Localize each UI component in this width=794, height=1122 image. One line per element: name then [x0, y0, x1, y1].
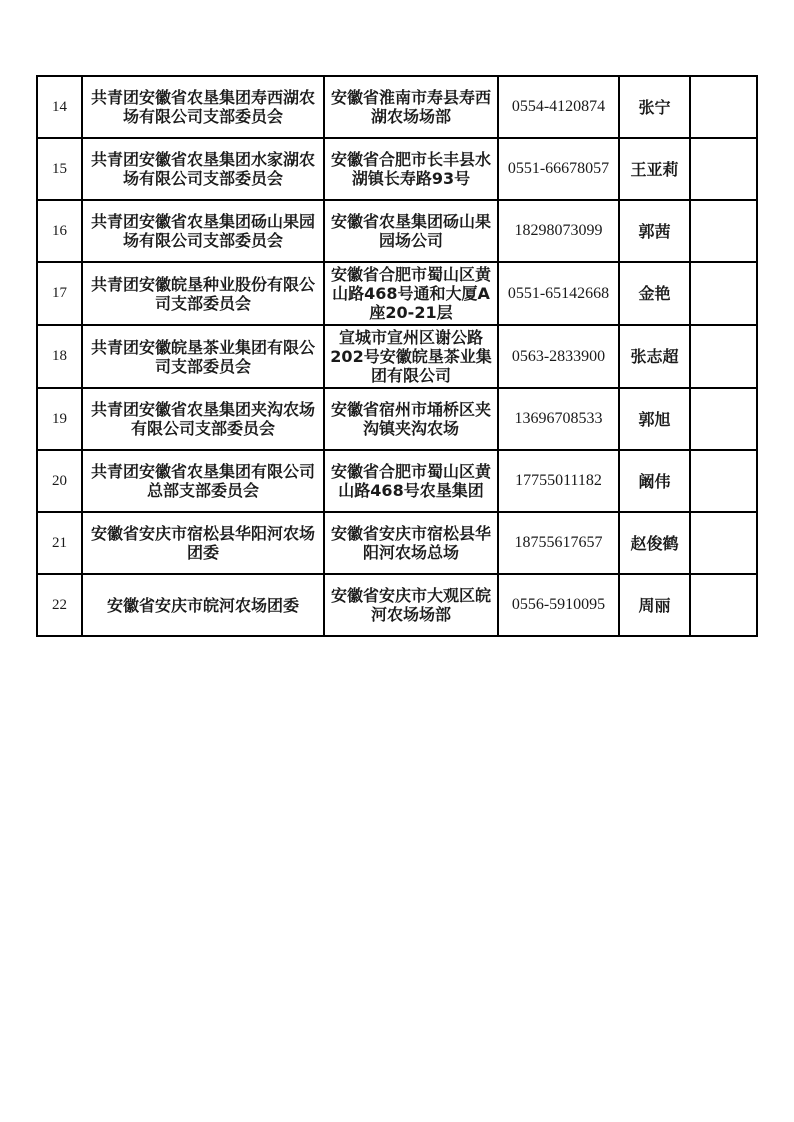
- org-name-cell: 安徽省安庆市宿松县华阳河农场团委: [82, 512, 324, 574]
- org-name-cell: 安徽省安庆市皖河农场团委: [82, 574, 324, 636]
- contact-cell: 郭旭: [619, 388, 690, 450]
- org-name-cell: 共青团安徽省农垦集团砀山果园场有限公司支部委员会: [82, 200, 324, 262]
- org-name-cell: 共青团安徽省农垦集团夹沟农场有限公司支部委员会: [82, 388, 324, 450]
- empty-cell: [690, 76, 757, 138]
- row-number-cell: 19: [37, 388, 82, 450]
- phone-cell: 18298073099: [498, 200, 619, 262]
- table-row: [37, 200, 757, 262]
- empty-cell: [690, 200, 757, 262]
- row-number-cell: 17: [37, 262, 82, 325]
- contact-cell: 周丽: [619, 574, 690, 636]
- contact-cell: 张志超: [619, 325, 690, 388]
- row-number-cell: 15: [37, 138, 82, 200]
- address-cell: 安徽省安庆市大观区皖河农场场部: [324, 574, 498, 636]
- table-row: [37, 76, 757, 138]
- table-row: [37, 388, 757, 450]
- empty-cell: [690, 450, 757, 512]
- contact-cell: 赵俊鹤: [619, 512, 690, 574]
- phone-cell: 18755617657: [498, 512, 619, 574]
- org-name-cell: 共青团安徽省农垦集团寿西湖农场有限公司支部委员会: [82, 76, 324, 138]
- row-number-cell: 22: [37, 574, 82, 636]
- table-row: [37, 138, 757, 200]
- row-number-cell: 18: [37, 325, 82, 388]
- address-cell: 安徽省农垦集团砀山果园场公司: [324, 200, 498, 262]
- address-cell: 安徽省淮南市寿县寿西湖农场场部: [324, 76, 498, 138]
- phone-cell: 0556-5910095: [498, 574, 619, 636]
- contact-cell: 王亚莉: [619, 138, 690, 200]
- contact-cell: 郭茜: [619, 200, 690, 262]
- org-contact-table: [36, 75, 758, 637]
- contact-cell: 阚伟: [619, 450, 690, 512]
- table-row: [37, 262, 757, 325]
- address-cell: 安徽省合肥市蜀山区黄山路468号农垦集团: [324, 450, 498, 512]
- phone-cell: 0563-2833900: [498, 325, 619, 388]
- table-row: [37, 450, 757, 512]
- empty-cell: [690, 325, 757, 388]
- empty-cell: [690, 262, 757, 325]
- address-cell: 安徽省宿州市埇桥区夹沟镇夹沟农场: [324, 388, 498, 450]
- address-cell: 安徽省合肥市长丰县水湖镇长寿路93号: [324, 138, 498, 200]
- phone-cell: 13696708533: [498, 388, 619, 450]
- row-number-cell: 20: [37, 450, 82, 512]
- row-number-cell: 16: [37, 200, 82, 262]
- org-name-cell: 共青团安徽省农垦集团有限公司总部支部委员会: [82, 450, 324, 512]
- contact-cell: 金艳: [619, 262, 690, 325]
- phone-cell: 0551-66678057: [498, 138, 619, 200]
- phone-cell: 17755011182: [498, 450, 619, 512]
- table-row: [37, 325, 757, 388]
- org-name-cell: 共青团安徽省农垦集团水家湖农场有限公司支部委员会: [82, 138, 324, 200]
- org-name-cell: 共青团安徽皖垦茶业集团有限公司支部委员会: [82, 325, 324, 388]
- address-cell: 安徽省安庆市宿松县华阳河农场总场: [324, 512, 498, 574]
- phone-cell: 0551-65142668: [498, 262, 619, 325]
- row-number-cell: 14: [37, 76, 82, 138]
- org-name-cell: 共青团安徽皖垦种业股份有限公司支部委员会: [82, 262, 324, 325]
- empty-cell: [690, 574, 757, 636]
- empty-cell: [690, 512, 757, 574]
- table-row: [37, 512, 757, 574]
- empty-cell: [690, 138, 757, 200]
- contact-cell: 张宁: [619, 76, 690, 138]
- row-number-cell: 21: [37, 512, 82, 574]
- empty-cell: [690, 388, 757, 450]
- address-cell: 宣城市宣州区谢公路202号安徽皖垦茶业集团有限公司: [324, 325, 498, 388]
- table-row: [37, 574, 757, 636]
- address-cell: 安徽省合肥市蜀山区黄山路468号通和大厦A座20-21层: [324, 262, 498, 325]
- phone-cell: 0554-4120874: [498, 76, 619, 138]
